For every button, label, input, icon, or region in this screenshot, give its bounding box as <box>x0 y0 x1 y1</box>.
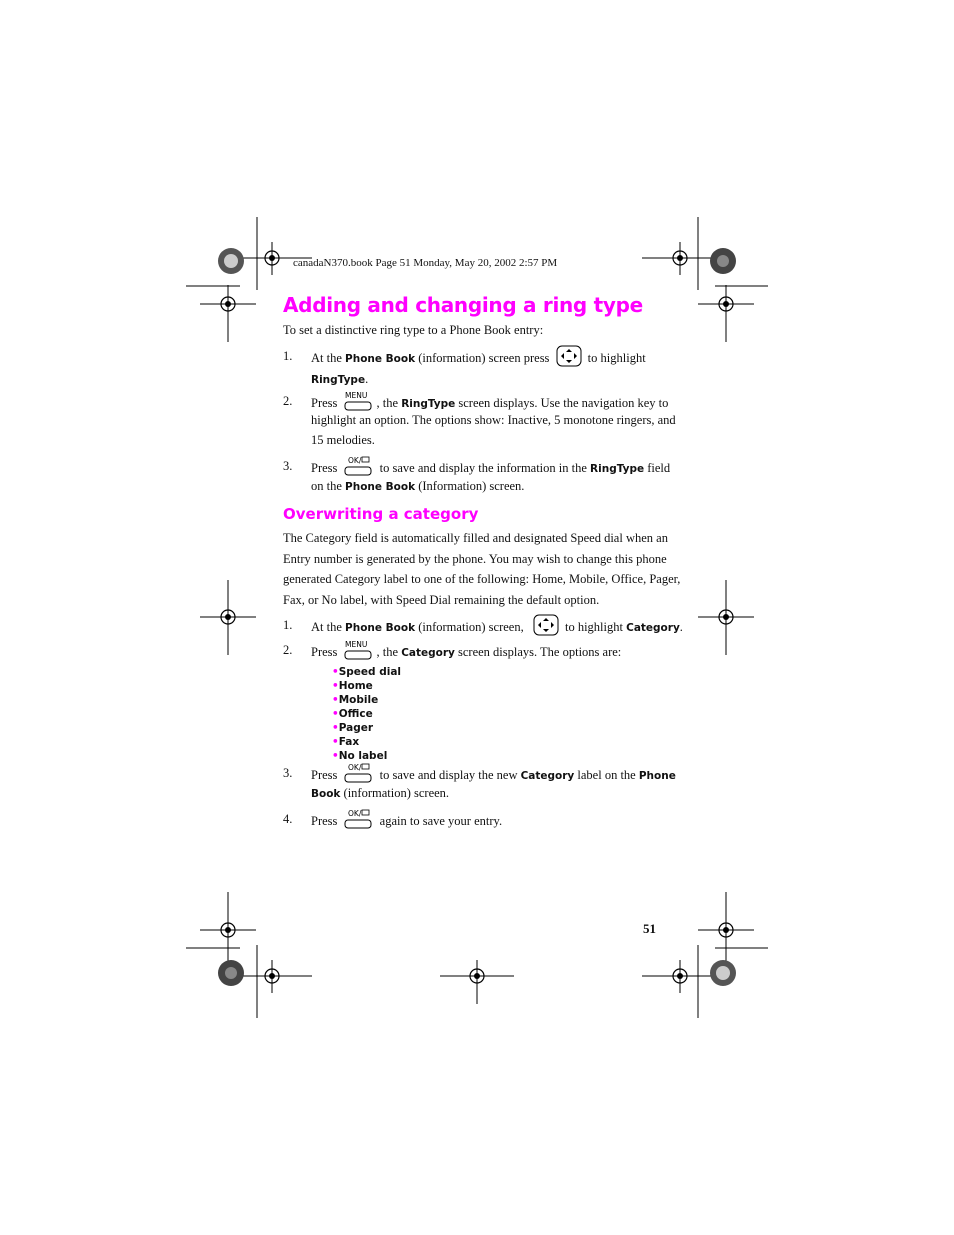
step-number: 1. <box>283 618 293 632</box>
step-text: At the Phone Book (information) screen press to highlight <box>311 345 646 374</box>
step-text: Press OK/ to save and display the information in the RingType field <box>311 455 670 484</box>
body-paragraph: The Category field is automatically filled and designated Speed dial when an Entry number is generated by the phone. You may wish to change this phone generated Category label to one of the following: Home, Mobile, Office, Pager, Fax, or No label, with Speed Dial remaining the default option. <box>283 531 681 607</box>
ok-key-icon <box>344 808 374 837</box>
step-text: Press MENU , the RingType screen displays. Use the navigation key to <box>311 390 668 419</box>
svg-text:MENU: MENU <box>344 640 367 649</box>
list-item: •No label <box>332 750 388 762</box>
navigation-key-icon <box>556 345 582 374</box>
svg-text:OK/: OK/ <box>347 809 361 818</box>
page-number: 51 <box>643 921 656 936</box>
step-number: 2. <box>283 643 293 657</box>
svg-text:MENU: MENU <box>344 391 367 400</box>
step-number: 3. <box>283 459 293 473</box>
intro-text: To set a distinctive ring type to a Phone Book entry: <box>283 323 544 337</box>
step-text: highlight an option. The options show: Inactive, 5 monotone ringers, and <box>311 413 676 427</box>
section-title: Overwriting a category <box>283 505 479 523</box>
step-text: on the Phone Book (Information) screen. <box>311 479 525 493</box>
step-text: Book (information) screen. <box>311 786 450 800</box>
step-text: RingType. <box>311 372 369 386</box>
list-item: •Speed dial <box>332 666 402 678</box>
step-number: 3. <box>283 766 293 780</box>
step-text: At the Phone Book (information) screen, to highlight Category. <box>311 614 683 643</box>
step-number: 1. <box>283 349 293 363</box>
menu-key-icon <box>344 639 374 668</box>
list-item: •Mobile <box>332 694 379 706</box>
step-text: Press OK/ to save and display the new Category label on the Phone <box>311 762 676 791</box>
svg-text:OK/: OK/ <box>347 456 361 465</box>
step-number: 4. <box>283 812 293 826</box>
list-item: •Office <box>332 708 373 720</box>
list-item: •Fax <box>332 736 360 748</box>
step-text: Press MENU , the Category screen displays. The options are: <box>311 639 621 668</box>
step-number: 2. <box>283 394 293 408</box>
step-text: 15 melodies. <box>311 433 375 447</box>
page-header: canadaN370.book Page 51 Monday, May 20, 2002 2:57 PM <box>293 257 558 269</box>
step-text: Press OK/ again to save your entry. <box>311 808 502 837</box>
svg-text:OK/: OK/ <box>347 763 361 772</box>
page-title: Adding and changing a ring type <box>283 293 643 317</box>
list-item: •Pager <box>332 722 374 734</box>
list-item: •Home <box>332 680 373 692</box>
